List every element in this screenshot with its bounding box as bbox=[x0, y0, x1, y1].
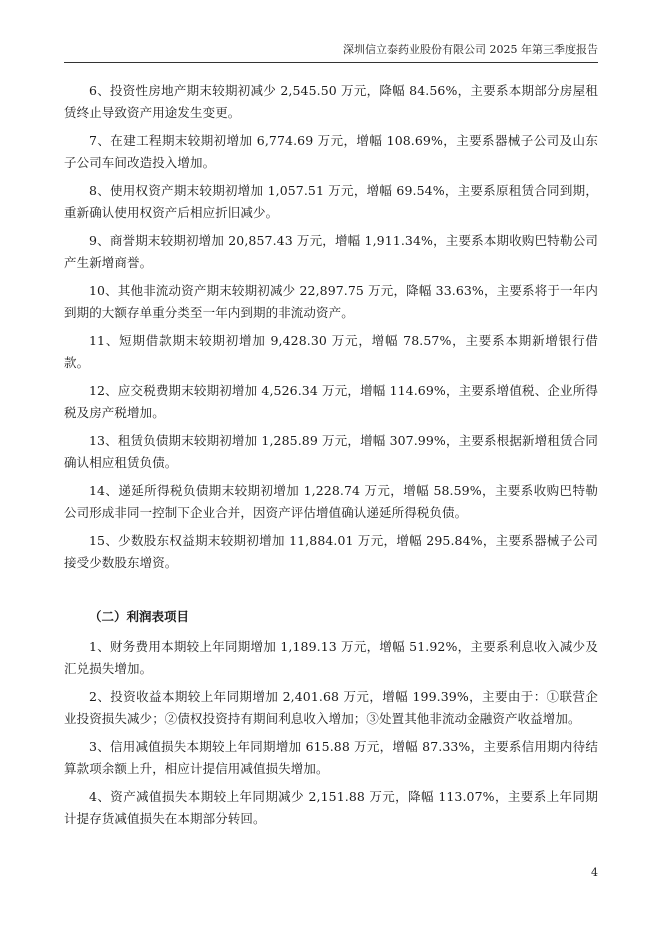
balance-item: 14、递延所得税负债期末较期初增加 1,228.74 万元，增幅 58.59%，主要系收购巴特勒公司形成非同一控制下企业合并，因资产评估增值确认递延所得税负债。 bbox=[64, 483, 598, 520]
balance-item: 11、短期借款期末较期初增加 9,428.30 万元，增幅 78.57%，主要系本期新增银行借款。 bbox=[64, 333, 598, 370]
balance-item: 6、投资性房地产期末较期初减少 2,545.50 万元，降幅 84.56%，主要系本期部分房屋租赁终止导致资产用途发生变更。 bbox=[64, 83, 598, 120]
balance-item: 10、其他非流动资产期末较期初减少 22,897.75 万元，降幅 33.63%，主要系将于一年内到期的大额存单重分类至一年内到期的非流动资产。 bbox=[64, 283, 598, 320]
balance-item: 15、少数股东权益期末较期初增加 11,884.01 万元，增幅 295.84%，主要系器械子公司接受少数股东增资。 bbox=[64, 533, 598, 570]
income-item: 3、信用减值损失本期较上年同期增加 615.88 万元，增幅 87.33%，主要系信用期内待结算款项余额上升，相应计提信用减值损失增加。 bbox=[64, 739, 598, 776]
income-item: 2、投资收益本期较上年同期增加 2,401.68 万元，增幅 199.39%，主要由于：①联营企业投资损失减少；②债权投资持有期间利息收入增加；③处置其他非流动金融资产收益增加。 bbox=[64, 689, 598, 726]
income-item: 4、资产减值损失本期较上年同期减少 2,151.88 万元，降幅 113.07%，主要系上年同期计提存货减值损失在本期部分转回。 bbox=[64, 789, 598, 826]
income-item: 1、财务费用本期较上年同期增加 1,189.13 万元，增幅 51.92%，主要系利息收入减少及汇兑损失增加。 bbox=[64, 639, 598, 676]
balance-item: 12、应交税费期末较期初增加 4,526.34 万元，增幅 114.69%，主要系增值税、企业所得税及房产税增加。 bbox=[64, 383, 598, 420]
balance-item: 8、使用权资产期末较期初增加 1,057.51 万元，增幅 69.54%，主要系原租赁合同到期，重新确认使用权资产后相应折旧减少。 bbox=[64, 183, 598, 220]
page-header bbox=[64, 42, 598, 63]
section-heading-income-statement: （二）利润表项目 bbox=[89, 609, 190, 624]
main-content bbox=[64, 80, 598, 836]
page-number: 4 bbox=[591, 866, 598, 879]
balance-item: 13、租赁负债期末较期初增加 1,285.89 万元，增幅 307.99%，主要系根据新增租赁合同确认相应租赁负债。 bbox=[64, 433, 598, 470]
balance-item: 9、商誉期末较期初增加 20,857.43 万元，增幅 1,911.34%，主要系本期收购巴特勒公司产生新增商誉。 bbox=[64, 233, 598, 270]
balance-item: 7、在建工程期末较期初增加 6,774.69 万元，增幅 108.69%，主要系器械子公司及山东子公司车间改造投入增加。 bbox=[64, 133, 598, 170]
report-title: 深圳信立泰药业股份有限公司 2025 年第三季度报告 bbox=[343, 43, 598, 56]
